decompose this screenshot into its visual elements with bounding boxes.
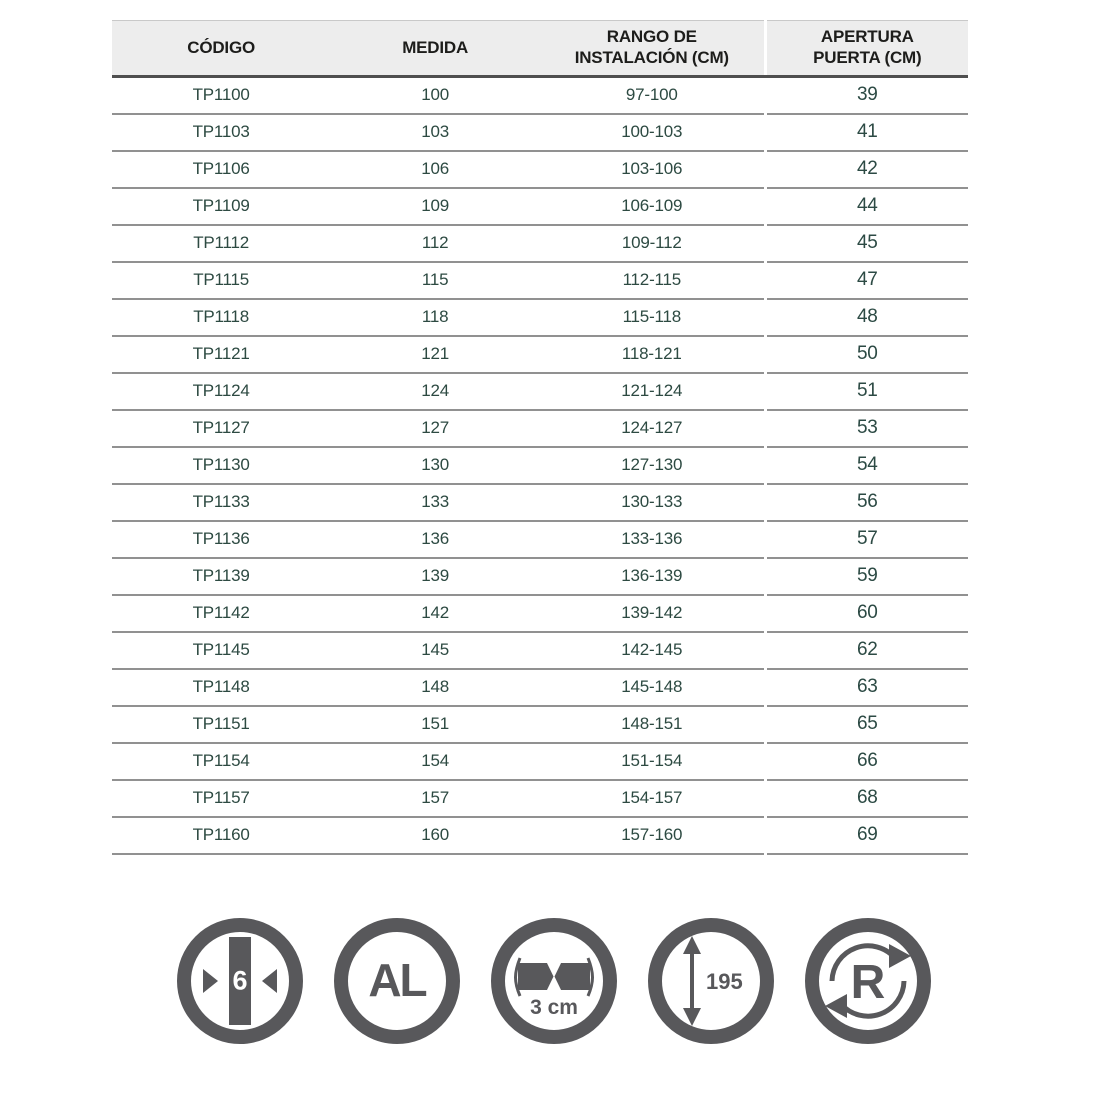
table-row — [112, 77, 968, 114]
height-icon-art — [662, 932, 760, 1030]
arrow-left-icon — [262, 969, 277, 993]
cell-medida: 154 — [330, 743, 540, 780]
cell-codigo: TP1118 — [112, 299, 330, 336]
header-codigo — [112, 21, 330, 77]
header-rango-label-line2: INSTALACIÓN (CM) — [574, 48, 729, 67]
table-row — [112, 151, 968, 188]
cell-medida: 106 — [330, 151, 540, 188]
table-row — [112, 188, 968, 225]
cell-medida: 127 — [330, 410, 540, 447]
glass-thickness-icon-art — [191, 932, 289, 1030]
cell-apertura: 51 — [765, 373, 968, 410]
header-codigo-label: CÓDIGO — [187, 37, 255, 57]
table-header — [112, 21, 968, 77]
cell-apertura: 65 — [765, 706, 968, 743]
cell-rango: 154-157 — [540, 780, 765, 817]
cell-rango: 133-136 — [540, 521, 765, 558]
cell-rango: 151-154 — [540, 743, 765, 780]
glass-pane-shape — [229, 937, 251, 1025]
cell-codigo: TP1148 — [112, 669, 330, 706]
cell-apertura: 66 — [765, 743, 968, 780]
cell-rango: 106-109 — [540, 188, 765, 225]
cell-apertura: 57 — [765, 521, 968, 558]
arrow-right-icon — [203, 969, 218, 993]
cell-apertura: 42 — [765, 151, 968, 188]
cell-rango: 100-103 — [540, 114, 765, 151]
cell-apertura: 50 — [765, 336, 968, 373]
cell-codigo: TP1121 — [112, 336, 330, 373]
cell-codigo: TP1130 — [112, 447, 330, 484]
arrow-down-icon — [683, 1008, 701, 1026]
header-medida-label: MEDIDA — [402, 37, 469, 57]
cell-apertura: 53 — [765, 410, 968, 447]
cell-codigo: TP1136 — [112, 521, 330, 558]
cell-apertura: 60 — [765, 595, 968, 632]
cell-rango: 121-124 — [540, 373, 765, 410]
cell-apertura: 69 — [765, 817, 968, 854]
glass-thickness-value: 6 — [232, 965, 248, 996]
reversible-label: R — [850, 956, 886, 1009]
table-row — [112, 558, 968, 595]
table-row — [112, 595, 968, 632]
cell-apertura: 48 — [765, 299, 968, 336]
cell-codigo: TP1112 — [112, 225, 330, 262]
table-row — [112, 817, 968, 854]
cell-codigo: TP1154 — [112, 743, 330, 780]
cell-apertura: 68 — [765, 780, 968, 817]
adjustment-icon — [491, 918, 617, 1044]
cell-rango: 139-142 — [540, 595, 765, 632]
cell-medida: 112 — [330, 225, 540, 262]
cell-medida: 160 — [330, 817, 540, 854]
cell-rango: 115-118 — [540, 299, 765, 336]
cell-medida: 100 — [330, 77, 540, 114]
rotate-arrow-top-icon — [889, 944, 911, 968]
cell-medida: 121 — [330, 336, 540, 373]
header-row — [112, 21, 968, 77]
cell-apertura: 44 — [765, 188, 968, 225]
cell-rango: 142-145 — [540, 632, 765, 669]
cell-rango: 136-139 — [540, 558, 765, 595]
cell-medida: 133 — [330, 484, 540, 521]
table-row — [112, 447, 968, 484]
cell-codigo: TP1142 — [112, 595, 330, 632]
table-row — [112, 743, 968, 780]
table-row — [112, 632, 968, 669]
table-row — [112, 669, 968, 706]
aluminium-icon — [334, 918, 460, 1044]
aluminium-icon-art — [348, 932, 446, 1030]
cell-codigo: TP1133 — [112, 484, 330, 521]
table-body — [112, 77, 968, 854]
cell-codigo: TP1127 — [112, 410, 330, 447]
cell-rango: 145-148 — [540, 669, 765, 706]
cell-codigo: TP1139 — [112, 558, 330, 595]
cell-apertura: 62 — [765, 632, 968, 669]
feature-icons-row — [177, 918, 931, 1044]
cell-codigo: TP1109 — [112, 188, 330, 225]
cell-medida: 145 — [330, 632, 540, 669]
cell-apertura: 56 — [765, 484, 968, 521]
cell-codigo: TP1145 — [112, 632, 330, 669]
table-row — [112, 373, 968, 410]
adjustment-icon-art — [505, 932, 603, 1030]
cell-codigo: TP1100 — [112, 77, 330, 114]
arrow-up-icon — [683, 936, 701, 954]
cell-rango: 97-100 — [540, 77, 765, 114]
cell-rango: 118-121 — [540, 336, 765, 373]
cell-medida: 130 — [330, 447, 540, 484]
reversible-icon-art — [819, 932, 917, 1030]
cell-apertura: 63 — [765, 669, 968, 706]
reversible-icon — [805, 918, 931, 1044]
cell-rango: 109-112 — [540, 225, 765, 262]
table-row — [112, 262, 968, 299]
table-row — [112, 410, 968, 447]
header-apertura-label-line1: APERTURA — [820, 27, 914, 47]
table-row — [112, 521, 968, 558]
cell-apertura: 54 — [765, 447, 968, 484]
table-row — [112, 484, 968, 521]
cell-apertura: 39 — [765, 77, 968, 114]
cell-medida: 142 — [330, 595, 540, 632]
cell-rango: 157-160 — [540, 817, 765, 854]
cell-rango: 148-151 — [540, 706, 765, 743]
cell-medida: 157 — [330, 780, 540, 817]
table-row — [112, 114, 968, 151]
cell-medida: 148 — [330, 669, 540, 706]
cell-rango: 112-115 — [540, 262, 765, 299]
glass-thickness-icon — [177, 918, 303, 1044]
cell-rango: 127-130 — [540, 447, 765, 484]
cell-medida: 139 — [330, 558, 540, 595]
cell-medida: 124 — [330, 373, 540, 410]
table-row — [112, 299, 968, 336]
cell-codigo: TP1106 — [112, 151, 330, 188]
cell-apertura: 45 — [765, 225, 968, 262]
cell-codigo: TP1103 — [112, 114, 330, 151]
cell-apertura: 59 — [765, 558, 968, 595]
header-rango-label-line1: RANGO DE — [606, 27, 697, 47]
header-apertura — [765, 21, 968, 77]
cell-codigo: TP1151 — [112, 706, 330, 743]
product-spec-table — [112, 20, 968, 855]
cell-apertura: 41 — [765, 114, 968, 151]
table-row — [112, 780, 968, 817]
header-apertura-label-line2: PUERTA (CM) — [813, 48, 922, 67]
cell-codigo: TP1157 — [112, 780, 330, 817]
table-row — [112, 706, 968, 743]
cell-rango: 103-106 — [540, 151, 765, 188]
cell-rango: 130-133 — [540, 484, 765, 521]
cell-apertura: 47 — [765, 262, 968, 299]
cell-medida: 109 — [330, 188, 540, 225]
height-value: 195 — [706, 969, 743, 994]
cell-codigo: TP1124 — [112, 373, 330, 410]
cell-codigo: TP1115 — [112, 262, 330, 299]
table-row — [112, 225, 968, 262]
adjustment-label: 3 cm — [530, 996, 578, 1019]
header-medida — [330, 21, 540, 77]
rotate-arrow-bottom-icon — [825, 994, 847, 1018]
cell-medida: 136 — [330, 521, 540, 558]
cell-rango: 124-127 — [540, 410, 765, 447]
aluminium-label: AL — [368, 953, 426, 1006]
cell-medida: 151 — [330, 706, 540, 743]
cell-medida: 115 — [330, 262, 540, 299]
header-rango — [540, 21, 765, 77]
height-icon — [648, 918, 774, 1044]
table-row — [112, 336, 968, 373]
cell-medida: 103 — [330, 114, 540, 151]
cell-medida: 118 — [330, 299, 540, 336]
cell-codigo: TP1160 — [112, 817, 330, 854]
